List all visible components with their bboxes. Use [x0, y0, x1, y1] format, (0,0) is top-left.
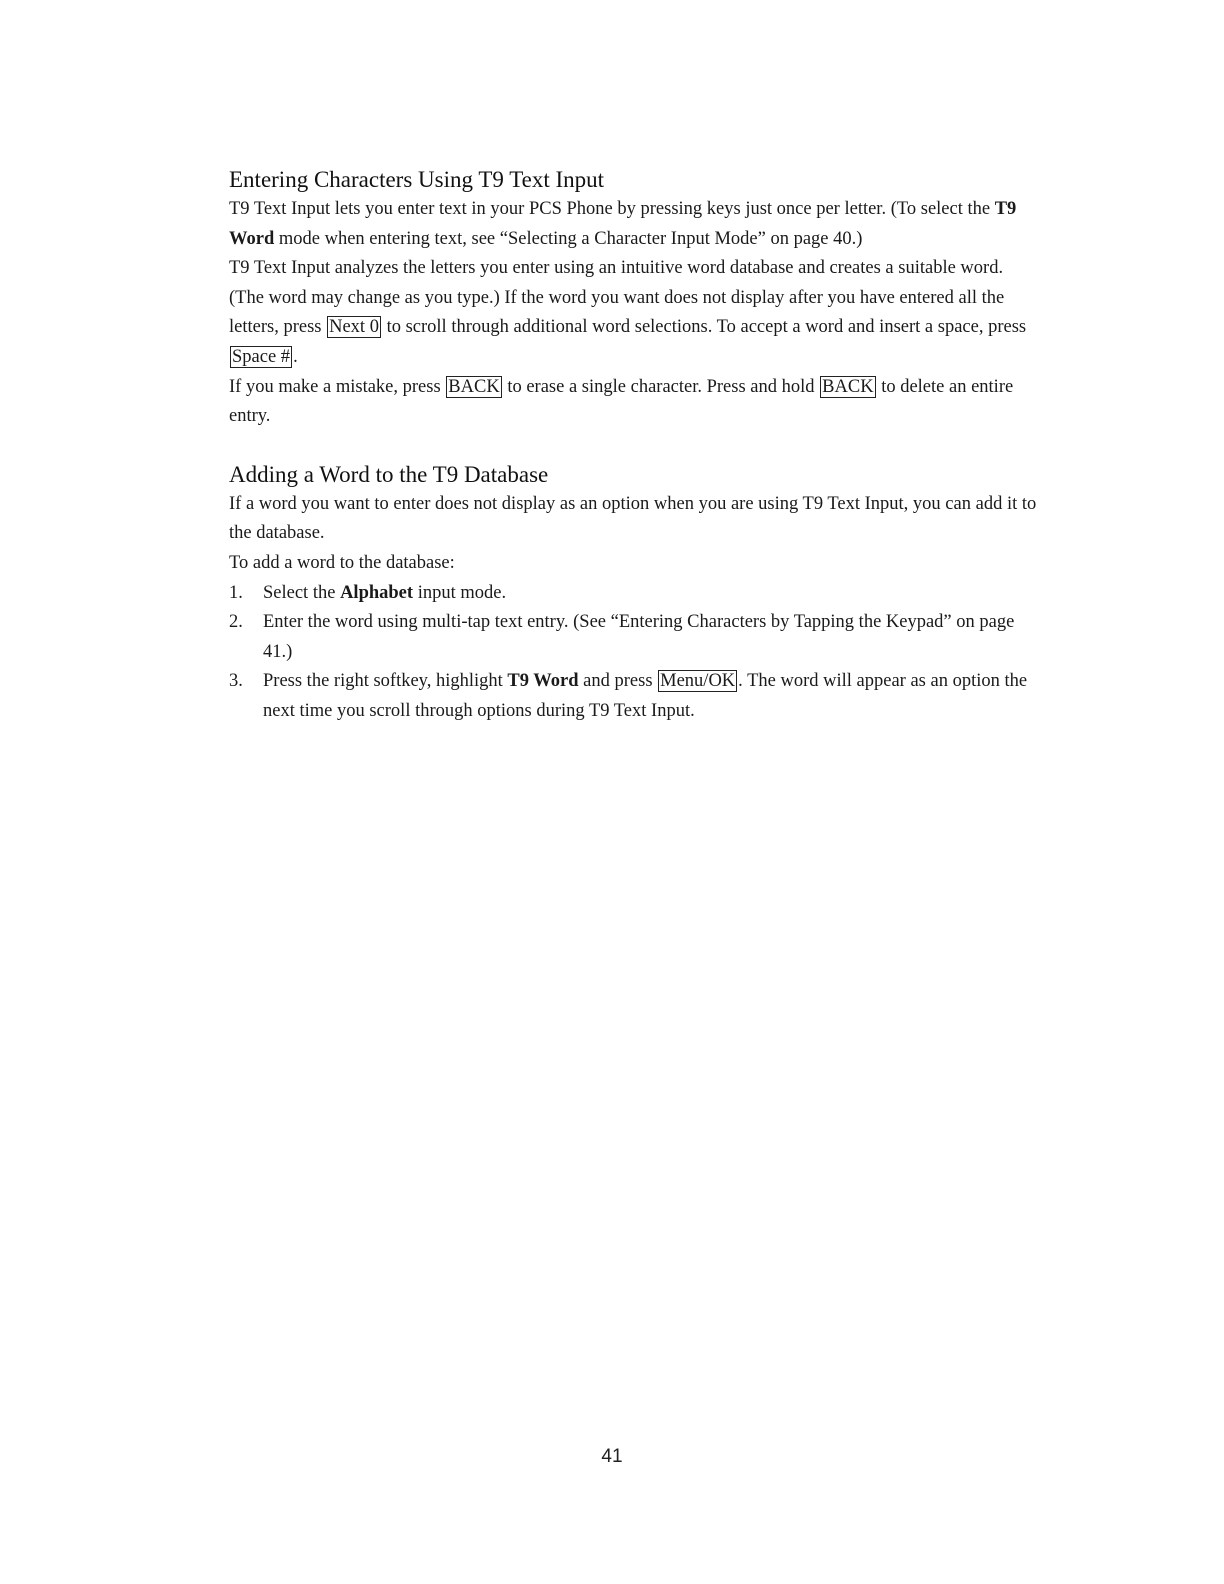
step-number: 2.	[229, 612, 243, 633]
text-run: .	[293, 346, 298, 367]
text-run: to scroll through additional word selections. To accept a word and insert a space, press	[381, 317, 1027, 338]
text-run: input mode.	[413, 582, 507, 603]
text-run: mode when entering text, see “Selecting a Character Input Mode” on page 40.)	[274, 228, 863, 249]
text-run: If you make a mistake, press	[229, 376, 446, 397]
list-item	[229, 667, 1041, 726]
section-heading-add-word: Adding a Word to the T9 Database	[229, 461, 549, 487]
text-run: Press the right softkey, highlight	[263, 671, 508, 692]
bold-term-t9-word: T9 Word	[507, 671, 579, 692]
text-run: to erase a single character. Press and hold	[502, 376, 820, 397]
bold-term-alphabet: Alphabet	[340, 582, 414, 603]
bold-term-t9-word: T9 Word	[229, 199, 1017, 249]
paragraph-add-word-intro: If a word you want to enter does not display as an option when you are using T9 Text Input, you can add it to the database.	[229, 493, 1037, 544]
key-space-hash: Space #	[232, 346, 291, 367]
paragraph-add-word-lead: To add a word to the database:	[229, 552, 455, 573]
page-content	[229, 165, 1041, 727]
section-heading-t9-text-input: Entering Characters Using T9 Text Input	[229, 167, 605, 192]
paragraph-t9-intro	[229, 195, 1041, 254]
text-run: T9 Text Input lets you enter text in your PCS Phone by pressing keys just once per letter. (To select the	[229, 199, 995, 219]
list-item	[229, 579, 1041, 609]
text-run: to delete an entire entry.	[229, 376, 1014, 427]
key-next-0: Next 0	[329, 317, 379, 338]
step-number: 3.	[229, 671, 243, 692]
text-run: Enter the word using multi-tap text entry. (See “Entering Characters by Tapping the Keypad” on page 41.)	[263, 612, 1015, 662]
key-back: BACK	[448, 376, 500, 397]
text-run: . The word will appear as an option the next time you scroll through options during T9 Text Input.	[263, 671, 1028, 721]
key-back: BACK	[822, 376, 874, 397]
list-item	[229, 608, 1041, 667]
text-run: Select the	[263, 582, 341, 603]
steps-list	[229, 579, 1041, 727]
key-menu-ok: Menu/OK	[660, 671, 736, 692]
paragraph-t9-mistake	[229, 373, 1041, 432]
text-run: and press	[578, 671, 658, 692]
page-number: 41	[601, 1446, 623, 1467]
step-number: 1.	[229, 582, 243, 603]
paragraph-t9-analyze	[229, 254, 1041, 372]
text-run: T9 Text Input analyzes the letters you enter using an intuitive word database and creates a suitable word. (The word may change as you type.) If the word you want does not display after you have entered all the letters, press	[229, 258, 1005, 338]
